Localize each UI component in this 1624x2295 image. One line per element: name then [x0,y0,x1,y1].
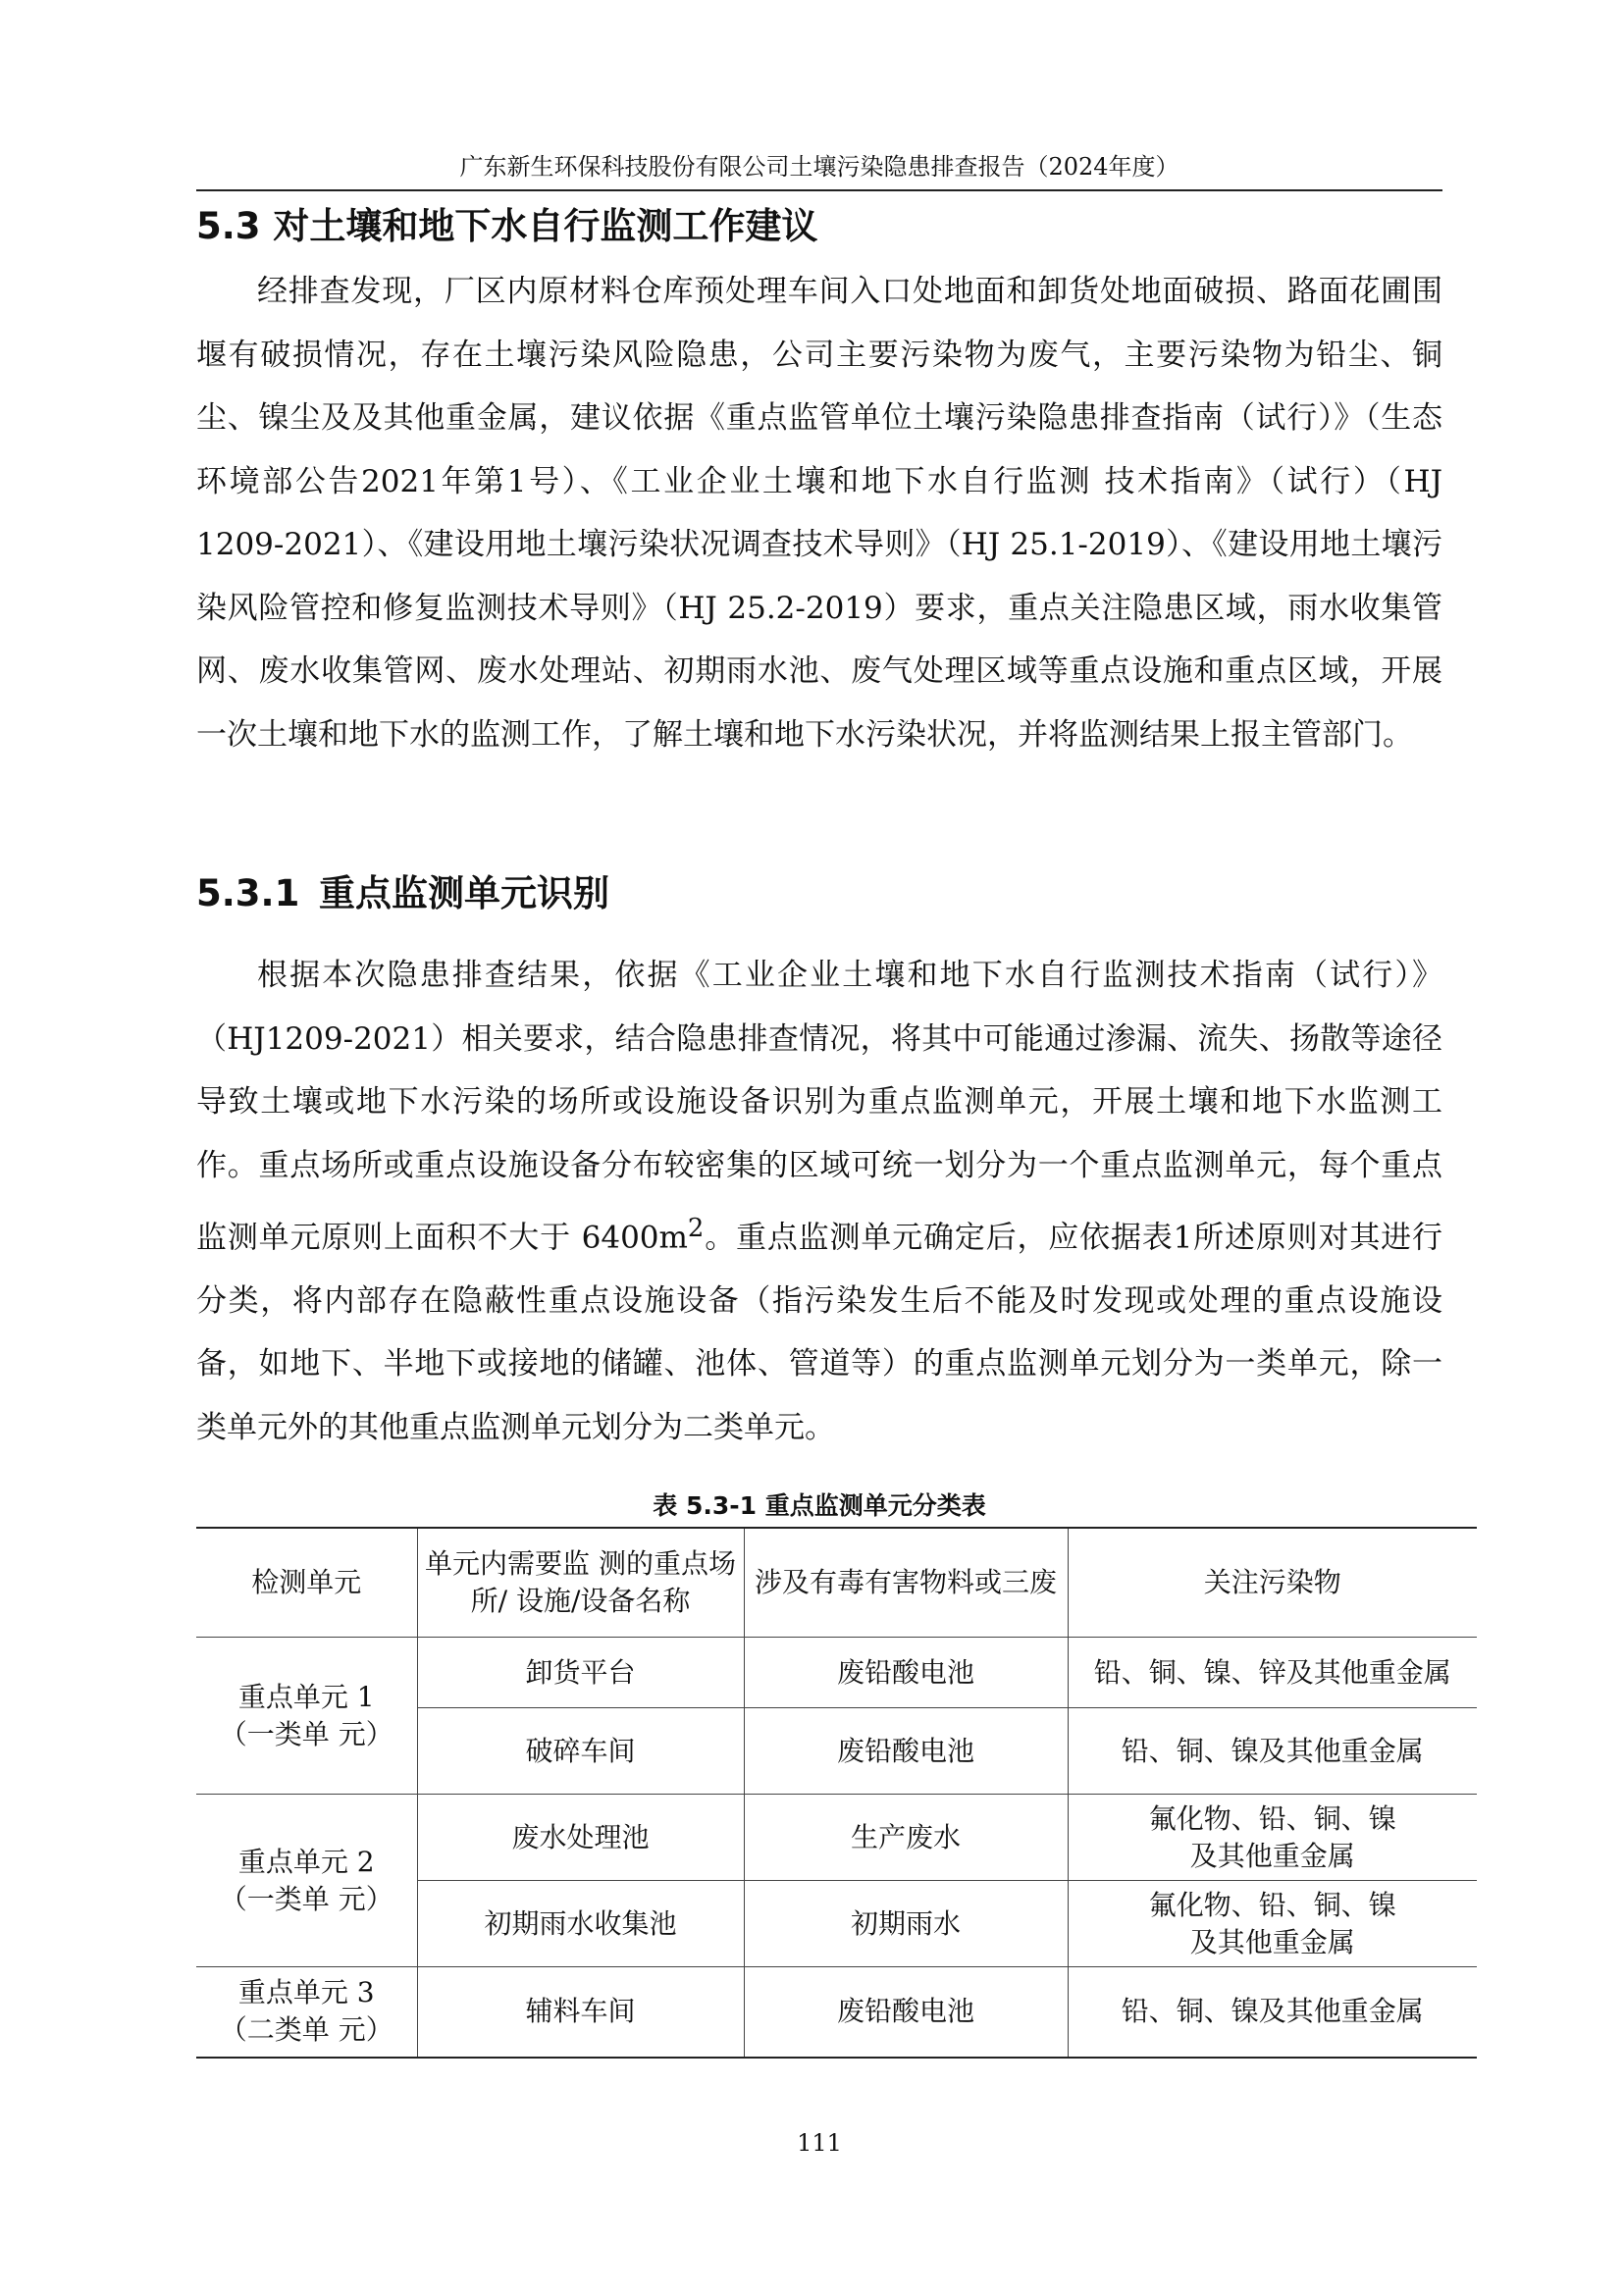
facility-cell: 初期雨水收集池 [417,1881,744,1967]
header-facility: 单元内需要监 测的重点场所/ 设施/设备名称 [417,1528,744,1638]
table-caption: 表 5.3-1 重点监测单元分类表 [653,1491,986,1520]
subsection-paragraph-text-2: 。重点监测单元确定后，应依据表1所述原则对其进行分类，将内部存在隐蔽性重点设施设备（指污染发生后不能及时发现或处理的重点设施设备，如地下、半地下或接地的储罐、池体、管道等）的重点监测单元划分为一类单元，除一类单元外的其他重点监测单元划分为二类单元。 [196,1220,1442,1445]
pollutant-cell: 铅、铜、镍及其他重金属 [1068,1708,1477,1795]
table-row [196,1638,1477,1708]
material-cell: 废铅酸电池 [744,1638,1068,1708]
page-number: 111 [797,2129,842,2157]
pollutant-cell: 氟化物、铅、铜、镍及其他重金属 [1068,1795,1477,1881]
subsection-paragraph [196,944,1442,1459]
unit-cell [196,1967,417,2058]
unit-cell [196,1638,417,1795]
table-row [196,1795,1477,1881]
material-cell: 生产废水 [744,1795,1068,1881]
facility-cell: 卸货平台 [417,1638,744,1708]
subsection-paragraph-text-1: 根据本次隐患排查结果，依据《工业企业土壤和地下水自行监测技术指南（试行）》（HJ1209-2021）相关要求，结合隐患排查情况，将其中可能通过渗漏、流失、扬散等途径导致土壤或地下水污染的场所或设施设备识别为重点监测单元，开展土壤和地下水监测工作。重点场所或重点设施设备分布较密集的区域可统一划分为一个重点监测单元，每个重点监测单元原则上面积不大于 6400m [196,958,1442,1256]
subsection-title: 重点监测单元识别 [319,872,609,914]
material-cell: 初期雨水 [744,1881,1068,1967]
monitoring-unit-table [196,1527,1477,2059]
unit-name: 重点单元 2 [237,1845,375,1878]
facility-cell: 破碎车间 [417,1708,744,1795]
material-cell: 废铅酸电池 [744,1708,1068,1795]
unit-name: 重点单元 1 [237,1680,375,1713]
subsection-heading [196,863,609,916]
table-row [196,1967,1477,2058]
unit-type: （二类单 元） [219,2013,393,2047]
area-unit-superscript: 2 [687,1214,705,1243]
facility-cell: 辅料车间 [417,1967,744,2058]
unit-type: （一类单 元） [219,1882,393,1915]
header-pollutant: 关注污染物 [1068,1528,1477,1638]
table-header-row [196,1528,1477,1638]
unit-name: 重点单元 3 [237,1976,375,2009]
subsection-number: 5.3.1 [196,872,300,914]
pollutant-cell: 铅、铜、镍、锌及其他重金属 [1068,1638,1477,1708]
pollutant-cell: 铅、铜、镍及其他重金属 [1068,1967,1477,2058]
page-header: 广东新生环保科技股份有限公司土壤污染隐患排查报告（2024年度） [196,147,1442,191]
pollutant-cell: 氟化物、铅、铜、镍及其他重金属 [1068,1881,1477,1967]
header-material: 涉及有毒有害物料或三废 [744,1528,1068,1638]
unit-type: （一类单 元） [219,1717,393,1750]
section-paragraph: 经排查发现，厂区内原材料仓库预处理车间入口处地面和卸货处地面破损、路面花圃围堰有破损情况，存在土壤污染风险隐患，公司主要污染物为废气，主要污染物为铅尘、铜尘、镍尘及及其他重金属，建议依据《重点监管单位土壤污染隐患排查指南（试行）》（生态环境部公告2021年第1号）、《工业企业土壤和地下水自行监测 技术指南》（试行）（HJ 1209-2021）、《建设用地土壤污染状况调查技术导则》（HJ 25.1-2019）、《建设用地土壤污染风险管控和修复监测技术导则》（HJ 25.2-2019）要求，重点关注隐患区域，雨水收集管网、废水收集管网、废水处理站、初期雨水池、废气处理区域等重点设施和重点区域，开展一次土壤和地下水的监测工作，了解土壤和地下水污染状况，并将监测结果上报主管部门。 [196,274,1442,753]
material-cell: 废铅酸电池 [744,1967,1068,2058]
unit-cell [196,1795,417,1967]
section-heading: 5.3 对土壤和地下水自行监测工作建议 [196,205,818,247]
facility-cell: 废水处理池 [417,1795,744,1881]
header-unit: 检测单元 [196,1528,417,1638]
